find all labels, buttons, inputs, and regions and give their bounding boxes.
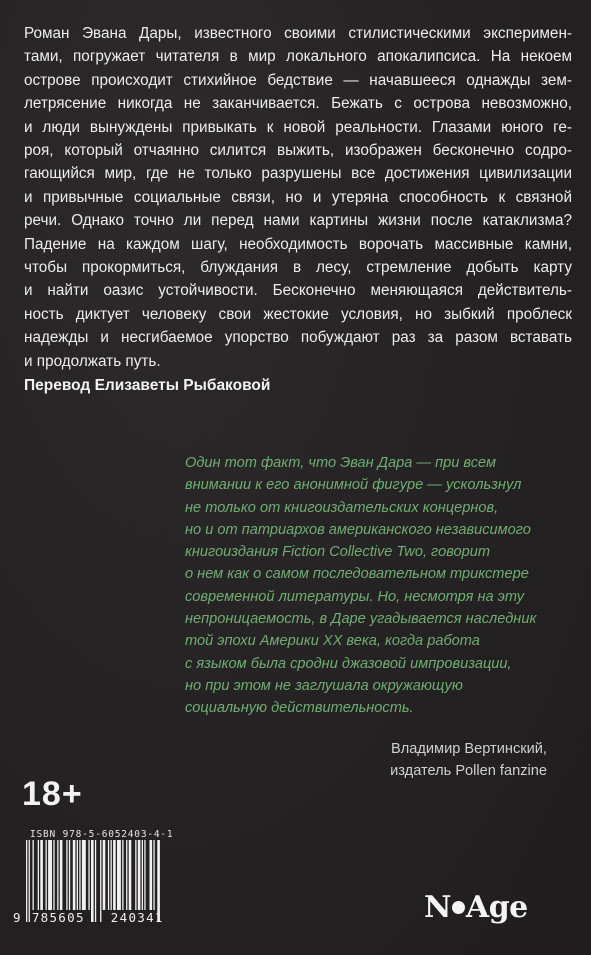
barcode-bar bbox=[46, 840, 47, 910]
description-line: Падение на каждом шагу, необходимость ворочать массивные камни, bbox=[24, 235, 572, 253]
description-line: роя, который отчаянно силится выжить, изображен бесконечно содро- bbox=[24, 142, 572, 160]
book-description bbox=[24, 22, 572, 373]
barcode-bar bbox=[129, 840, 132, 910]
description-line: надежды и несгибаемое упорство побуждают раз за разом вставать bbox=[24, 329, 572, 347]
barcode-bar bbox=[77, 840, 78, 910]
quote-line: социальную действительность. bbox=[185, 700, 414, 717]
barcode-bar bbox=[82, 840, 86, 910]
quote-line: непроницаемость, в Даре угадывается наследник bbox=[185, 611, 537, 628]
barcode-bar bbox=[126, 840, 127, 910]
quote-line: не только от книгоиздательских концернов, bbox=[185, 499, 499, 516]
quote-attribution bbox=[390, 738, 547, 783]
barcode-bar bbox=[53, 840, 54, 910]
barcode-bar bbox=[122, 840, 123, 910]
quote-line: Один тот факт, что Эван Дара — при всем bbox=[185, 455, 496, 471]
barcode-bar bbox=[57, 840, 58, 910]
logo-word-age: Age bbox=[465, 890, 528, 925]
barcode-bar bbox=[113, 840, 116, 910]
isbn-label: ISBN 978-5-6052403-4-1 bbox=[30, 829, 174, 840]
barcode-bar bbox=[117, 840, 121, 910]
barcode-bar bbox=[144, 840, 145, 910]
barcode-bar bbox=[48, 840, 52, 910]
publisher-logo bbox=[424, 890, 528, 925]
description-line: и привычные социальные связи, но и утеряна способность к связной bbox=[24, 188, 572, 206]
description-line: речи. Однако точно ли перед нами картины жизни после катаклизма? bbox=[24, 212, 572, 230]
quote-line: о нем как о самом последовательном трикстере bbox=[185, 566, 529, 583]
isbn-left-group: 785605 bbox=[31, 910, 85, 925]
description-line: чтобы прокормиться, блуждания в лесу, стремление добыть карту bbox=[24, 259, 572, 277]
barcode-bar bbox=[150, 840, 153, 910]
barcode-bar bbox=[138, 840, 141, 910]
translator-credit: Перевод Елизаветы Рыбаковой bbox=[24, 377, 271, 394]
description-line: ность диктует человеку свои жестокие условия, но зыбкий проблеск bbox=[24, 305, 572, 323]
isbn-digits bbox=[13, 910, 213, 925]
quote-line: внимании к его анонимной фигуре — ускользнул bbox=[185, 477, 522, 494]
barcode-bar bbox=[66, 840, 67, 910]
isbn-first-digit: 9 bbox=[13, 910, 22, 925]
review-quote bbox=[185, 452, 555, 720]
attribution-role: издатель Pollen fanzine bbox=[390, 763, 547, 780]
barcode-bar bbox=[108, 840, 109, 910]
description-line: тами, погружает читателя в мир локального апокалипсиса. На некоем bbox=[24, 48, 572, 66]
barcode-bar bbox=[79, 840, 80, 910]
barcode-bar bbox=[69, 840, 70, 910]
barcode-bar bbox=[88, 840, 89, 910]
age-rating-badge: 18+ bbox=[22, 775, 83, 813]
barcode-bar bbox=[73, 840, 76, 910]
quote-line: но при этом не заглушала окружающую bbox=[185, 677, 463, 694]
description-line: летрясение никогда не заканчивается. Бежать с острова невозможно, bbox=[24, 95, 572, 113]
description-line: острове происходит стихийное бедствие — начавшееся однажды зем- bbox=[24, 71, 572, 89]
quote-line: с языком была сродни джазовой импровизации, bbox=[185, 655, 512, 672]
logo-letter-n: N bbox=[424, 890, 451, 925]
description-line: Роман Эвана Дары, известного своими стилистическими эксперимен- bbox=[24, 25, 572, 42]
barcode-bar bbox=[142, 840, 143, 910]
barcode-bar bbox=[40, 840, 43, 910]
quote-line: современной литературы. Но, несмотря на эту bbox=[185, 588, 524, 605]
logo-dot-icon bbox=[452, 901, 465, 914]
description-line: и продолжать путь. bbox=[24, 352, 161, 370]
barcode-bar bbox=[111, 840, 112, 910]
quote-line: той эпохи Америки XX века, когда работа bbox=[185, 633, 480, 650]
quote-line: книгоиздания Fiction Collective Two, говорит bbox=[185, 544, 491, 561]
barcode-bar bbox=[33, 840, 34, 910]
barcode-bar bbox=[38, 840, 39, 910]
quote-line: но и от патриархов американского независимого bbox=[185, 521, 531, 538]
description-line: и люди вынуждены привыкать к новой реальности. Глазами юного ге- bbox=[24, 118, 572, 136]
barcode-bar bbox=[153, 840, 154, 910]
barcode-bar bbox=[103, 840, 106, 910]
isbn-right-group: 240341 bbox=[110, 910, 164, 925]
description-line: гающийся мир, где не только разрушены все достижения цивилизации bbox=[24, 165, 572, 183]
description-line: и найти оазис устойчивости. Бесконечно меняющаяся действитель- bbox=[24, 282, 572, 300]
barcode-bar bbox=[60, 840, 63, 910]
barcode-bar bbox=[135, 840, 136, 910]
attribution-name: Владимир Вертинский, bbox=[391, 741, 547, 757]
